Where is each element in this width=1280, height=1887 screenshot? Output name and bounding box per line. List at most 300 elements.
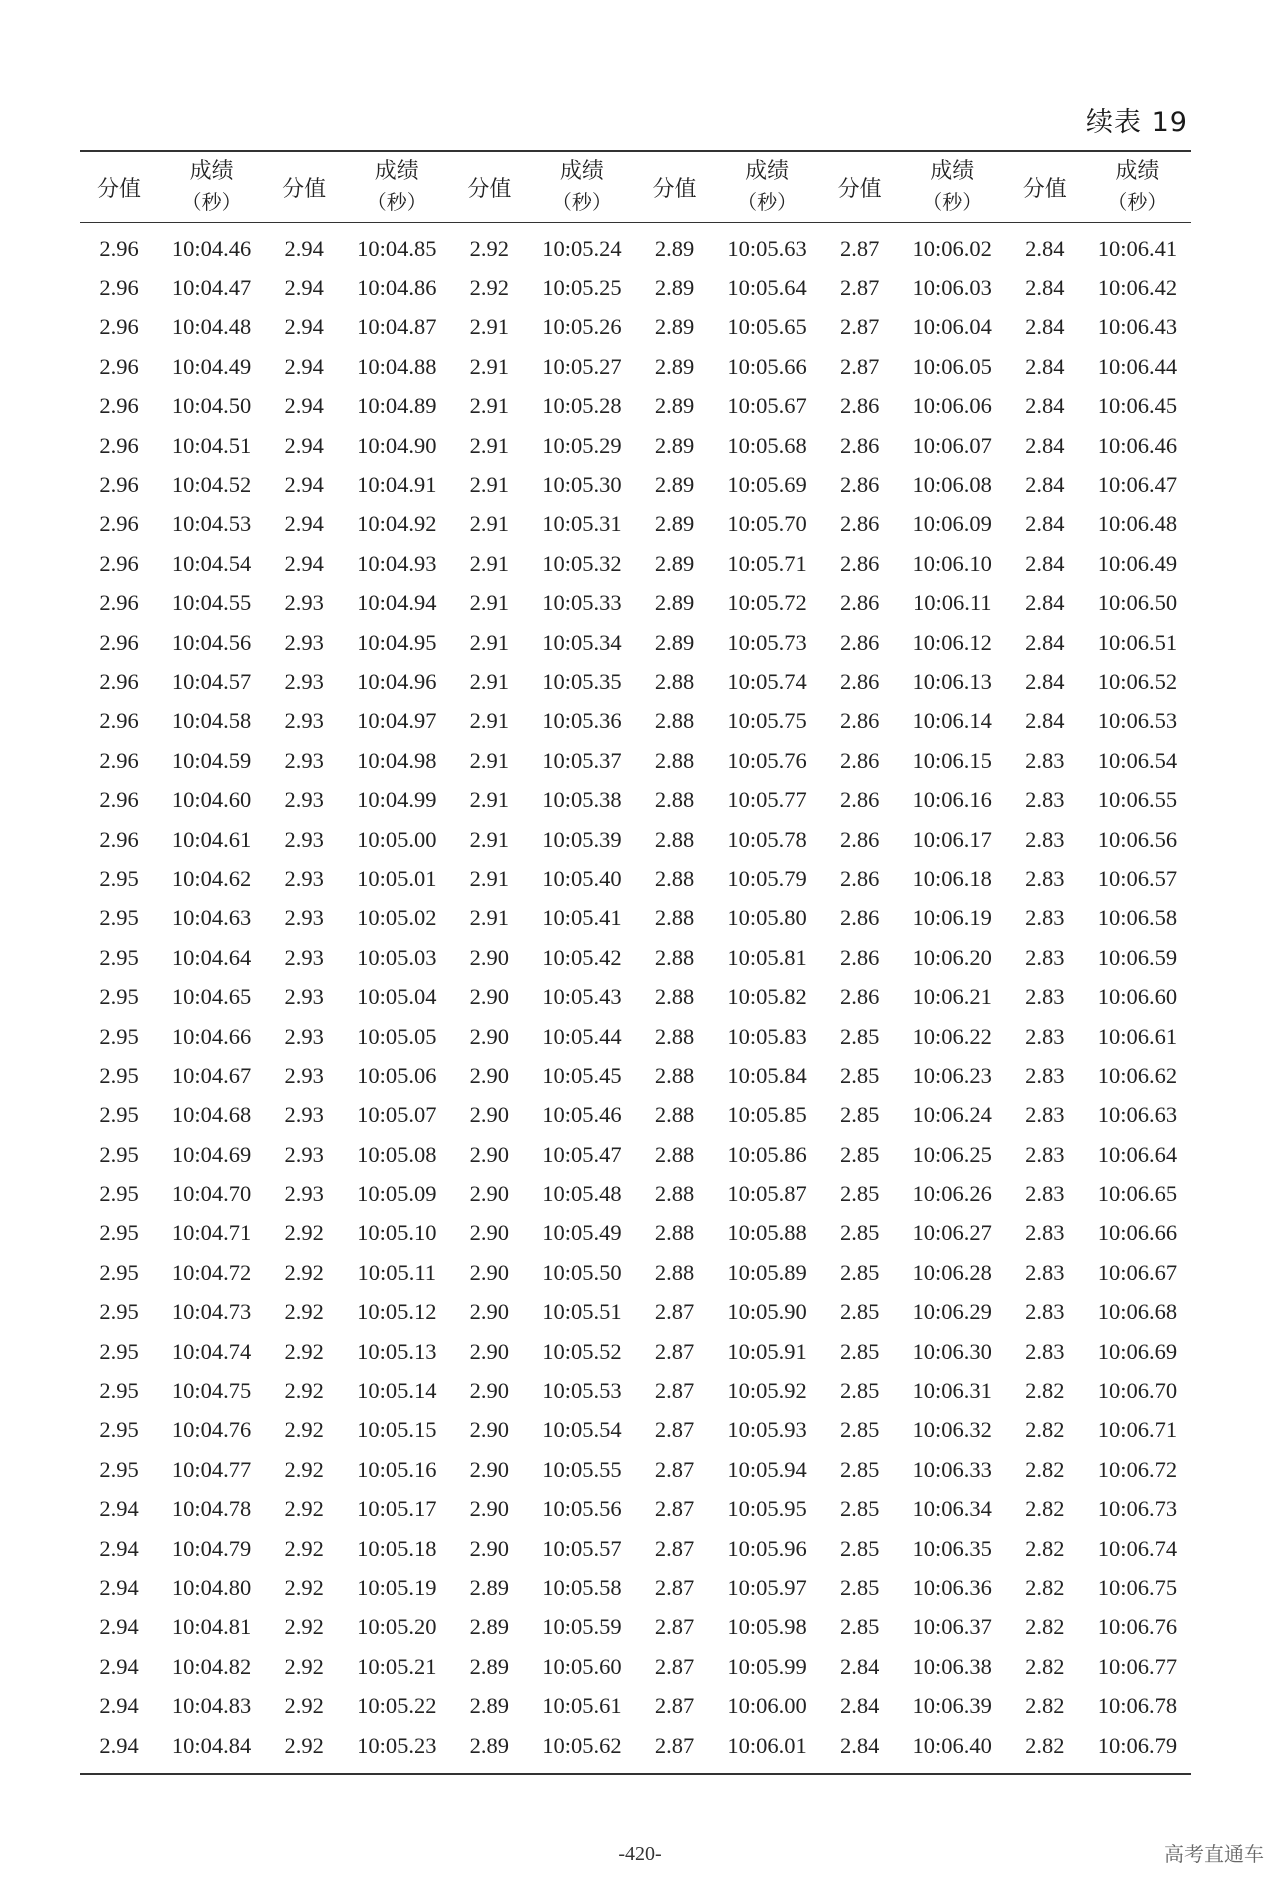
score-cell: 2.85 [839, 1062, 880, 1088]
result-cell: 10:06.61 [1097, 1023, 1178, 1049]
score-cell: 2.85 [839, 1614, 880, 1640]
result-cell: 10:06.10 [912, 550, 992, 576]
score-cell: 2.86 [839, 393, 880, 419]
result-cell: 10:05.91 [727, 1338, 807, 1364]
score-cell: 2.83 [1025, 787, 1065, 813]
score-cell: 2.95 [99, 1417, 139, 1443]
header-result-label: 成绩 [189, 159, 234, 184]
score-cell: 2.96 [99, 629, 139, 655]
result-cell: 10:05.13 [357, 1338, 437, 1364]
result-cell: 10:06.22 [912, 1023, 992, 1049]
score-cell: 2.89 [469, 1574, 510, 1600]
result-cell: 10:06.12 [912, 629, 992, 655]
score-cell: 2.94 [99, 1535, 139, 1561]
score-cell: 2.95 [99, 1338, 139, 1364]
result-cell: 10:06.13 [912, 668, 992, 694]
table-row [80, 820, 1191, 859]
score-cell: 2.83 [1025, 1220, 1065, 1246]
score-cell: 2.91 [469, 629, 510, 655]
result-cell: 10:06.72 [1097, 1456, 1178, 1482]
score-cell: 2.95 [99, 944, 139, 970]
header-score: 分值 [80, 151, 158, 223]
score-cell: 2.83 [1025, 1023, 1065, 1049]
score-cell: 2.96 [99, 511, 139, 537]
score-cell: 2.96 [99, 747, 139, 773]
score-cell: 2.85 [839, 1456, 880, 1482]
result-cell: 10:06.17 [912, 826, 992, 852]
score-cell: 2.87 [654, 1338, 695, 1364]
score-cell: 2.84 [1025, 235, 1065, 261]
score-cell: 2.87 [654, 1299, 695, 1325]
result-cell: 10:05.89 [727, 1259, 807, 1285]
score-cell: 2.86 [839, 629, 880, 655]
result-cell: 10:05.76 [727, 747, 807, 773]
result-cell: 10:06.74 [1097, 1535, 1178, 1561]
header-score: 分值 [450, 151, 528, 223]
result-cell: 10:05.29 [542, 432, 622, 458]
score-cell: 2.86 [839, 787, 880, 813]
score-cell: 2.96 [99, 826, 139, 852]
result-cell: 10:06.06 [912, 393, 992, 419]
result-cell: 10:05.81 [727, 944, 807, 970]
result-cell: 10:06.28 [912, 1259, 992, 1285]
result-cell: 10:05.02 [357, 905, 437, 931]
score-cell: 2.91 [469, 314, 510, 340]
result-cell: 10:04.53 [171, 511, 252, 537]
table-row [80, 1450, 1191, 1489]
result-cell: 10:06.34 [912, 1496, 992, 1522]
result-cell: 10:05.00 [357, 826, 437, 852]
result-cell: 10:05.19 [357, 1574, 437, 1600]
result-cell: 10:05.23 [357, 1732, 437, 1758]
result-cell: 10:06.68 [1097, 1299, 1178, 1325]
score-cell: 2.87 [654, 1574, 695, 1600]
header-result-unit: （秒） [737, 190, 798, 214]
table-body [80, 223, 1191, 1775]
result-cell: 10:06.38 [912, 1653, 992, 1679]
result-cell: 10:05.83 [727, 1023, 807, 1049]
result-cell: 10:05.46 [542, 1102, 622, 1128]
table-row [80, 1096, 1191, 1135]
score-cell: 2.83 [1025, 905, 1065, 931]
result-cell: 10:05.96 [727, 1535, 807, 1561]
score-cell: 2.92 [284, 1496, 324, 1522]
score-cell: 2.88 [654, 747, 695, 773]
score-cell: 2.92 [469, 275, 510, 301]
result-cell: 10:05.32 [542, 550, 622, 576]
score-cell: 2.96 [99, 393, 139, 419]
score-cell: 2.88 [654, 668, 695, 694]
score-cell: 2.93 [284, 1102, 324, 1128]
score-cell: 2.86 [839, 865, 880, 891]
result-cell: 10:04.52 [171, 472, 252, 498]
result-cell: 10:05.28 [542, 393, 622, 419]
score-cell: 2.95 [99, 1299, 139, 1325]
score-cell: 2.92 [284, 1574, 324, 1600]
score-cell: 2.89 [654, 432, 695, 458]
score-cell: 2.87 [654, 1496, 695, 1522]
score-cell: 2.90 [469, 1023, 510, 1049]
table-row [80, 977, 1191, 1016]
result-cell: 10:04.85 [357, 235, 437, 261]
result-cell: 10:05.41 [542, 905, 622, 931]
score-cell: 2.82 [1025, 1417, 1065, 1443]
result-cell: 10:06.77 [1097, 1653, 1178, 1679]
score-cell: 2.93 [284, 1023, 324, 1049]
score-cell: 2.88 [654, 787, 695, 813]
score-cell: 2.93 [284, 865, 324, 891]
header-result [1084, 151, 1191, 223]
score-cell: 2.86 [839, 432, 880, 458]
score-cell: 2.91 [469, 668, 510, 694]
score-cell: 2.90 [469, 1535, 510, 1561]
score-cell: 2.92 [284, 1732, 324, 1758]
score-cell: 2.84 [1025, 393, 1065, 419]
score-cell: 2.92 [284, 1259, 324, 1285]
table-row [80, 1174, 1191, 1213]
score-cell: 2.91 [469, 353, 510, 379]
table-row [80, 544, 1191, 583]
score-cell: 2.89 [654, 393, 695, 419]
score-cell: 2.83 [1025, 1181, 1065, 1207]
result-cell: 10:05.63 [727, 235, 807, 261]
table-row [80, 859, 1191, 898]
result-cell: 10:05.66 [727, 353, 807, 379]
table-row [80, 1490, 1191, 1529]
score-cell: 2.94 [99, 1653, 139, 1679]
score-cell: 2.91 [469, 590, 510, 616]
table-header-row [80, 151, 1191, 223]
score-cell: 2.90 [469, 1456, 510, 1482]
score-cell: 2.94 [284, 432, 324, 458]
result-cell: 10:04.56 [171, 629, 252, 655]
score-cell: 2.82 [1025, 1574, 1065, 1600]
score-cell: 2.96 [99, 353, 139, 379]
result-cell: 10:04.74 [171, 1338, 252, 1364]
result-cell: 10:05.85 [727, 1102, 807, 1128]
result-cell: 10:05.14 [357, 1378, 437, 1404]
result-cell: 10:04.77 [171, 1456, 252, 1482]
table-row [80, 1608, 1191, 1647]
table-row [80, 1529, 1191, 1568]
score-cell: 2.91 [469, 393, 510, 419]
result-cell: 10:04.95 [357, 629, 437, 655]
score-cell: 2.83 [1025, 1062, 1065, 1088]
score-cell: 2.85 [839, 1220, 880, 1246]
table-row [80, 1214, 1191, 1253]
score-cell: 2.95 [99, 1141, 139, 1167]
result-cell: 10:05.16 [357, 1456, 437, 1482]
score-cell: 2.83 [1025, 984, 1065, 1010]
score-cell: 2.88 [654, 944, 695, 970]
result-cell: 10:05.55 [542, 1456, 622, 1482]
score-cell: 2.86 [839, 668, 880, 694]
result-cell: 10:06.46 [1097, 432, 1178, 458]
score-cell: 2.82 [1025, 1496, 1065, 1522]
result-cell: 10:06.00 [727, 1693, 807, 1719]
result-cell: 10:05.24 [542, 235, 622, 261]
result-cell: 10:05.44 [542, 1023, 622, 1049]
table-row [80, 662, 1191, 701]
result-cell: 10:04.72 [171, 1259, 252, 1285]
result-cell: 10:06.30 [912, 1338, 992, 1364]
score-cell: 2.87 [654, 1732, 695, 1758]
result-cell: 10:05.08 [357, 1141, 437, 1167]
result-cell: 10:04.84 [171, 1732, 252, 1758]
score-cell: 2.83 [1025, 1141, 1065, 1167]
score-cell: 2.87 [654, 1378, 695, 1404]
score-cell: 2.94 [99, 1574, 139, 1600]
table-row [80, 1253, 1191, 1292]
result-cell: 10:05.27 [542, 353, 622, 379]
score-cell: 2.94 [284, 472, 324, 498]
header-result [343, 151, 450, 223]
table-row [80, 426, 1191, 465]
score-cell: 2.95 [99, 1378, 139, 1404]
score-cell: 2.88 [654, 1181, 695, 1207]
result-cell: 10:05.40 [542, 865, 622, 891]
result-cell: 10:05.77 [727, 787, 807, 813]
result-cell: 10:05.65 [727, 314, 807, 340]
result-cell: 10:05.09 [357, 1181, 437, 1207]
result-cell: 10:05.70 [727, 511, 807, 537]
result-cell: 10:04.70 [171, 1181, 252, 1207]
table-row [80, 308, 1191, 347]
result-cell: 10:04.96 [357, 668, 437, 694]
score-cell: 2.87 [839, 314, 880, 340]
table-row [80, 1017, 1191, 1056]
result-cell: 10:06.37 [912, 1614, 992, 1640]
result-cell: 10:06.64 [1097, 1141, 1178, 1167]
score-cell: 2.83 [1025, 1299, 1065, 1325]
result-cell: 10:06.05 [912, 353, 992, 379]
score-cell: 2.88 [654, 1023, 695, 1049]
score-cell: 2.89 [654, 629, 695, 655]
result-cell: 10:05.80 [727, 905, 807, 931]
score-cell: 2.89 [654, 314, 695, 340]
score-cell: 2.85 [839, 1023, 880, 1049]
score-cell: 2.84 [1025, 590, 1065, 616]
result-cell: 10:05.95 [727, 1496, 807, 1522]
table-row [80, 347, 1191, 386]
header-score: 分值 [821, 151, 899, 223]
result-cell: 10:05.36 [542, 708, 622, 734]
result-cell: 10:05.03 [357, 944, 437, 970]
result-cell: 10:05.34 [542, 629, 622, 655]
score-cell: 2.95 [99, 1259, 139, 1285]
score-cell: 2.93 [284, 984, 324, 1010]
score-cell: 2.84 [839, 1732, 880, 1758]
score-cell: 2.96 [99, 787, 139, 813]
result-cell: 10:05.86 [727, 1141, 807, 1167]
result-cell: 10:04.94 [357, 590, 437, 616]
result-cell: 10:06.71 [1097, 1417, 1178, 1443]
result-cell: 10:06.53 [1097, 708, 1178, 734]
result-cell: 10:06.41 [1097, 235, 1178, 261]
result-cell: 10:05.01 [357, 865, 437, 891]
table-row [80, 1056, 1191, 1095]
result-cell: 10:04.82 [171, 1653, 252, 1679]
result-cell: 10:06.75 [1097, 1574, 1178, 1600]
score-cell: 2.94 [99, 1693, 139, 1719]
table-caption: 续表 19 [1086, 107, 1188, 138]
score-cell: 2.88 [654, 905, 695, 931]
score-cell: 2.95 [99, 1220, 139, 1246]
result-cell: 10:06.40 [912, 1732, 992, 1758]
result-cell: 10:04.66 [171, 1023, 252, 1049]
result-cell: 10:04.62 [171, 865, 252, 891]
table-row [80, 1686, 1191, 1725]
header-result-unit: （秒） [922, 190, 983, 214]
score-cell: 2.89 [654, 590, 695, 616]
result-cell: 10:06.15 [912, 747, 992, 773]
result-cell: 10:06.47 [1097, 472, 1178, 498]
score-cell: 2.87 [654, 1535, 695, 1561]
result-cell: 10:05.38 [542, 787, 622, 813]
result-cell: 10:06.56 [1097, 826, 1178, 852]
score-cell: 2.83 [1025, 1102, 1065, 1128]
score-cell: 2.87 [654, 1653, 695, 1679]
result-cell: 10:05.04 [357, 984, 437, 1010]
score-cell: 2.95 [99, 1023, 139, 1049]
result-cell: 10:05.87 [727, 1181, 807, 1207]
score-cell: 2.85 [839, 1181, 880, 1207]
score-cell: 2.96 [99, 472, 139, 498]
score-cell: 2.86 [839, 747, 880, 773]
result-cell: 10:05.98 [727, 1614, 807, 1640]
result-cell: 10:05.39 [542, 826, 622, 852]
table-row [80, 1411, 1191, 1450]
result-cell: 10:06.54 [1097, 747, 1178, 773]
header-result-unit: （秒） [366, 190, 427, 214]
result-cell: 10:04.48 [171, 314, 252, 340]
score-cell: 2.83 [1025, 865, 1065, 891]
result-cell: 10:06.52 [1097, 668, 1178, 694]
result-cell: 10:06.26 [912, 1181, 992, 1207]
score-cell: 2.93 [284, 787, 324, 813]
score-cell: 2.90 [469, 1062, 510, 1088]
score-cell: 2.82 [1025, 1378, 1065, 1404]
score-cell: 2.96 [99, 314, 139, 340]
result-cell: 10:06.55 [1097, 787, 1178, 813]
result-cell: 10:05.35 [542, 668, 622, 694]
table-row [80, 465, 1191, 504]
result-cell: 10:04.86 [357, 275, 437, 301]
score-cell: 2.94 [284, 235, 324, 261]
result-cell: 10:05.74 [727, 668, 807, 694]
score-cell: 2.83 [1025, 1259, 1065, 1285]
result-cell: 10:06.23 [912, 1062, 992, 1088]
result-cell: 10:04.67 [171, 1062, 252, 1088]
score-cell: 2.89 [654, 353, 695, 379]
score-cell: 2.91 [469, 787, 510, 813]
result-cell: 10:04.57 [171, 668, 252, 694]
result-cell: 10:05.53 [542, 1378, 622, 1404]
score-cell: 2.90 [469, 1102, 510, 1128]
result-cell: 10:04.64 [171, 944, 252, 970]
score-cell: 2.93 [284, 747, 324, 773]
score-cell: 2.96 [99, 235, 139, 261]
header-result [899, 151, 1006, 223]
score-cell: 2.92 [284, 1614, 324, 1640]
result-cell: 10:04.46 [171, 235, 252, 261]
result-cell: 10:04.76 [171, 1417, 252, 1443]
score-cell: 2.92 [284, 1299, 324, 1325]
result-cell: 10:04.98 [357, 747, 437, 773]
score-cell: 2.91 [469, 826, 510, 852]
result-cell: 10:05.48 [542, 1181, 622, 1207]
score-cell: 2.96 [99, 275, 139, 301]
score-cell: 2.88 [654, 1102, 695, 1128]
result-cell: 10:05.25 [542, 275, 622, 301]
result-cell: 10:06.20 [912, 944, 992, 970]
score-cell: 2.83 [1025, 826, 1065, 852]
table-row [80, 938, 1191, 977]
table-row [80, 223, 1191, 269]
score-cell: 2.85 [839, 1102, 880, 1128]
score-cell: 2.84 [1025, 550, 1065, 576]
score-cell: 2.84 [1025, 629, 1065, 655]
score-cell: 2.90 [469, 1299, 510, 1325]
score-cell: 2.92 [284, 1220, 324, 1246]
header-result-label: 成绩 [374, 159, 419, 184]
result-cell: 10:06.01 [727, 1732, 807, 1758]
score-cell: 2.92 [284, 1653, 324, 1679]
score-cell: 2.92 [284, 1535, 324, 1561]
result-cell: 10:05.64 [727, 275, 807, 301]
score-cell: 2.86 [839, 905, 880, 931]
score-cell: 2.84 [1025, 432, 1065, 458]
result-cell: 10:05.12 [357, 1299, 437, 1325]
score-cell: 2.87 [839, 235, 880, 261]
result-cell: 10:06.27 [912, 1220, 992, 1246]
score-cell: 2.82 [1025, 1614, 1065, 1640]
result-cell: 10:05.30 [542, 472, 622, 498]
header-result-unit: （秒） [1107, 190, 1168, 214]
score-cell: 2.91 [469, 708, 510, 734]
score-cell: 2.95 [99, 984, 139, 1010]
result-cell: 10:04.47 [171, 275, 252, 301]
score-cell: 2.93 [284, 944, 324, 970]
score-cell: 2.85 [839, 1574, 880, 1600]
score-cell: 2.90 [469, 1181, 510, 1207]
score-cell: 2.86 [839, 944, 880, 970]
result-cell: 10:05.56 [542, 1496, 622, 1522]
score-cell: 2.84 [839, 1653, 880, 1679]
score-cell: 2.90 [469, 1141, 510, 1167]
result-cell: 10:05.69 [727, 472, 807, 498]
score-cell: 2.94 [99, 1614, 139, 1640]
result-cell: 10:06.35 [912, 1535, 992, 1561]
score-cell: 2.83 [1025, 1338, 1065, 1364]
score-cell: 2.95 [99, 1456, 139, 1482]
result-cell: 10:05.21 [357, 1653, 437, 1679]
table-row [80, 505, 1191, 544]
score-cell: 2.92 [284, 1338, 324, 1364]
score-cell: 2.88 [654, 1062, 695, 1088]
result-cell: 10:06.73 [1097, 1496, 1178, 1522]
result-cell: 10:05.05 [357, 1023, 437, 1049]
result-cell: 10:06.03 [912, 275, 992, 301]
score-cell: 2.93 [284, 1062, 324, 1088]
score-cell: 2.93 [284, 1181, 324, 1207]
score-cell: 2.89 [654, 550, 695, 576]
result-cell: 10:06.49 [1097, 550, 1178, 576]
result-cell: 10:05.67 [727, 393, 807, 419]
score-table [80, 150, 1191, 1775]
score-cell: 2.86 [839, 472, 880, 498]
score-cell: 2.84 [1025, 353, 1065, 379]
